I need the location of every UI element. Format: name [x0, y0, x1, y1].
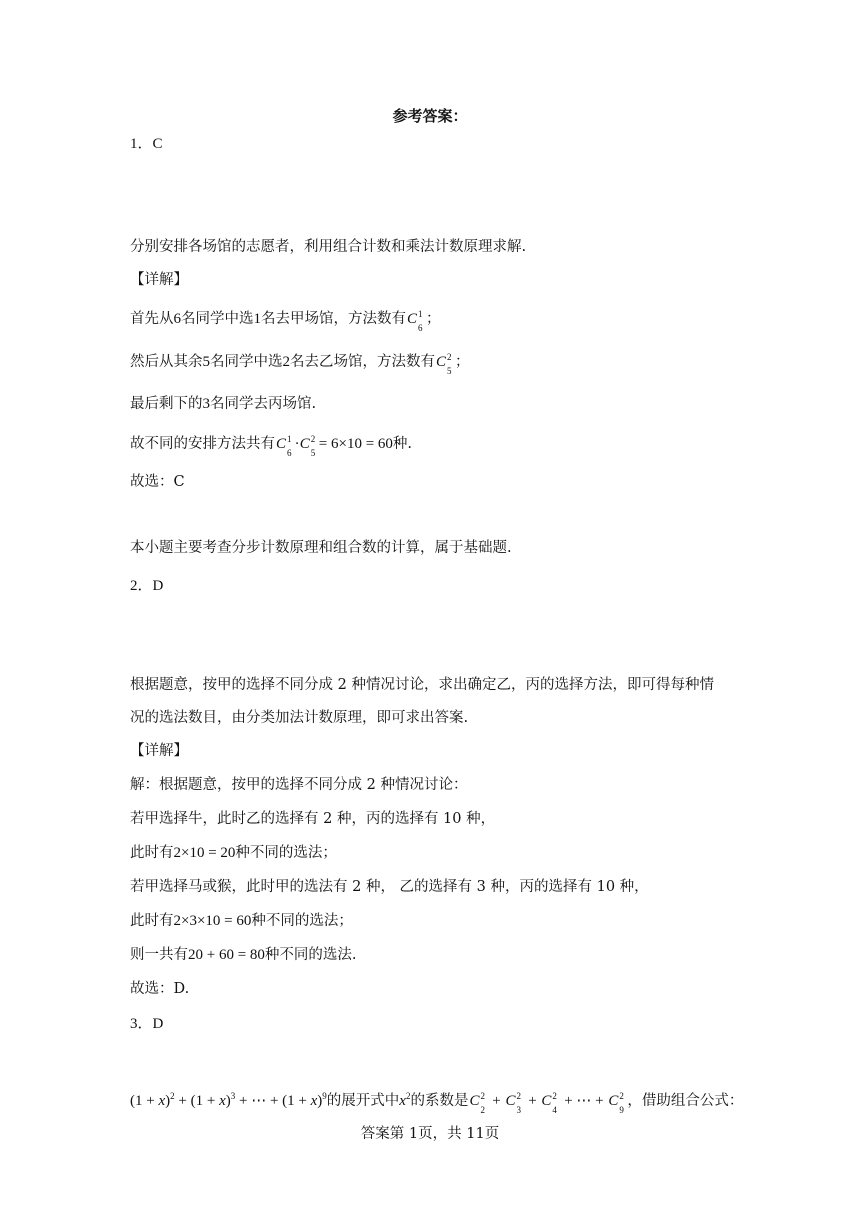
q2-analysis-line2: 况的选法数目，由分类加法计数原理，即可求出答案. — [130, 710, 469, 726]
page-title: 参考答案： — [392, 107, 468, 125]
q1-step4: 故不同的安排方法共有C 1 6 ·C 2 5 = 6×10 = 60种. — [130, 434, 413, 458]
q2-line4: 若甲选择马或猴，此时甲的选法有 2 种， 乙的选择有 3 种，丙的选择有 10 种， — [130, 879, 649, 895]
q1-step2: 然后从其余5名同学中选2名去乙场馆，方法数有C 2 5 ； — [130, 352, 470, 376]
q3-answer: 3．D — [130, 1016, 164, 1032]
x-squared: $x^2$ — [399, 1091, 411, 1109]
q2-line1: 解：根据题意，按甲的选择不同分成 2 种情况讨论： — [130, 777, 468, 793]
combination-c61: C 1 6 — [276, 434, 292, 458]
q2-line6: 则一共有20 + 60 = 80种不同的选法. — [130, 947, 357, 963]
q2-choice: 故选：D. — [130, 981, 190, 997]
q1-comment: 本小题主要考查分步计数原理和组合数的计算，属于基础题. — [130, 540, 512, 556]
combination-c52: C 2 5 — [299, 434, 316, 458]
q1-choice: 故选：C — [130, 474, 185, 490]
q1-detail-heading: 【详解】 — [130, 272, 188, 288]
q2-answer: 2．D — [130, 578, 164, 594]
binomial-sum-expression: $(1 + x)^2 + (1 + x)^3$ + ⋯ + $(1 + x)^9$ — [130, 1091, 327, 1109]
q2-line3: 此时有2×10 = 20种不同的选法； — [130, 845, 337, 861]
q1-analysis: 分别安排各场馆的志愿者，利用组合计数和乘法计数原理求解. — [130, 239, 527, 255]
q2-detail-heading: 【详解】 — [130, 743, 188, 759]
q2-line2: 若甲选择牛，此时乙的选择有 2 种，丙的选择有 10 种， — [130, 811, 496, 827]
page-footer: 答案第 1页，共 11页 — [360, 1126, 500, 1142]
q1-step1: 首先从6名同学中选1名去甲场馆，方法数有C 1 6 ； — [130, 309, 441, 333]
q1-answer: 1．C — [130, 136, 163, 152]
q3-line1: $(1 + x)^2 + (1 + x)^3$ + ⋯ + $(1 + x)^9$的展开式中$x^2$的系数是C 2 2 + C 2 3 + C 2 4 + ⋯ + C 2 9 ，借助组合公式： — [130, 1091, 744, 1115]
q1-product: = 6×10 = 60 — [318, 436, 393, 452]
q2-analysis-line1: 根据题意，按甲的选择不同分成 2 种情况讨论，求出确定乙，丙的选择方法，即可得每种情 — [130, 677, 714, 693]
q2-line5: 此时有2×3×10 = 60种不同的选法； — [130, 913, 353, 929]
combination-c52: C 2 5 — [436, 352, 452, 376]
q1-step3: 最后剩下的3名同学去丙场馆. — [130, 396, 317, 412]
combination-sum: C 2 2 + C 2 3 + C 2 4 + ⋯ + C 2 9 — [469, 1091, 624, 1115]
combination-c61: C 1 6 — [407, 309, 423, 333]
